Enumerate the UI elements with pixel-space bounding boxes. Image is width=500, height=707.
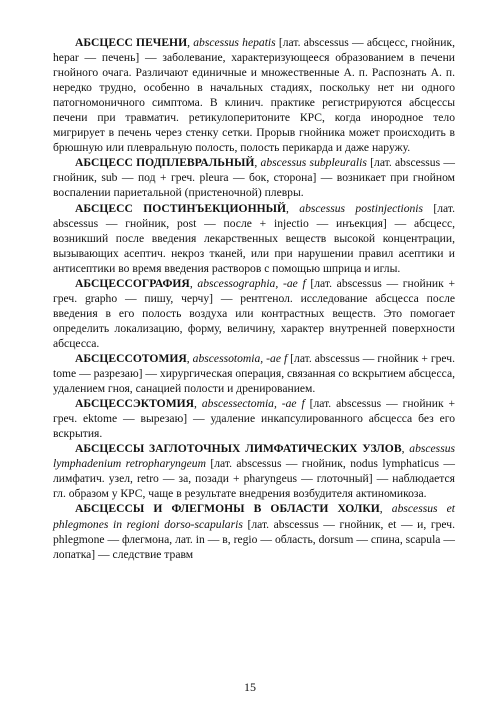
entry-body: [лат. abscessus — гнойник + греч. grapho — пишу, черчу] — рентгенол. исследование абсцесса после введения в его полость воздуха или контрастных веществ. Это помогает определить локализацию, форму, величину, характер внутренней поверхности абсцесса. [53,276,455,350]
entry-body: [лат. abscessus — гнойник, post — после + injectio — инъекция] — абсцесс, возникший после введения лекарственных веществ высокой концентрации, вызывающих асептич. некроз тканей, или при нарушении правил асептики и антисептики во время введения растворов с помощью шприца и иглы. [53,201,455,275]
entry-latin: abscessectomia, -ae f [201,397,305,411]
entry-body: [лат. abscessus — гнойник, sub — под + греч. pleura — бок, сторона] — возникает при гнойном воспалении париетальной (пристеночной) плевры. [53,156,455,200]
entry-abscessectomy: АБСЦЕССЭКТОМИЯ, abscessectomia, -ae f [лат. abscessus — гнойник + греч. ektome — вырезаю] — удаление инкапсулированного абсцесса без его вскрытия. [53,397,456,441]
entry-abscess-retropharyngeal-nodes: АБСЦЕССЫ ЗАГЛОТОЧНЫХ ЛИМФАТИЧЕСКИХ УЗЛОВ, abscessus lymphadenium retropharyngeum [лат. abscessus — гнойник, nodus lymphaticus — лимфатич. узел, retro — за, позади + pharyngeus — глоточный] — наблюдается гл. образом у КРС, чаще в результате внедрения возбудителя актиномикоза. [53,442,456,501]
entry-latin: abscessus subpleuralis [260,156,367,170]
entry-term: АБСЦЕСС ПОСТИНЪЕКЦИОННЫЙ [75,201,287,215]
entry-abscess-postinjection: АБСЦЕСС ПОСТИНЪЕКЦИОННЫЙ, abscessus postinjectionis [лат. abscessus — гнойник, post — после + injectio — инъекция] — абсцесс, возникший после введения лекарственных веществ высокой концентрации, вызывающих асептич. некроз тканей, или при нарушении правил асептики и антисептики во время введения растворов с помощью шприца и иглы. [53,201,455,275]
entry-term: АБСЦЕССОТОМИЯ [75,351,187,365]
entry-term: АБСЦЕССЫ ЗАГЛОТОЧНЫХ ЛИМФАТИЧЕСКИХ УЗЛОВ [75,442,402,456]
entry-abscess-subpleural: АБСЦЕСС ПОДПЛЕВРАЛЬНЫЙ, abscessus subpleuralis [лат. abscessus — гнойник, sub — под + греч. pleura — бок, сторона] — возникает при гнойном воспалении париетальной (пристеночной) плевры. [53,156,455,200]
entry-body: [лат. abscessus — гнойник, nodus lymphaticus — лимфатич. узел, retro — за, позади + pharyngeus — глоточный] — наблюдается гл. образом у КРС, чаще в результате внедрения возбудителя актиномикоза. [53,457,455,501]
entry-latin: abscessus et phlegmones in regioni dorso-scapularis [53,502,455,531]
entry-latin: abscessus lymphadenium retropharyngeum [53,442,456,471]
entry-term: АБСЦЕСС ПЕЧЕНИ [75,36,188,49]
page-number: 15 [244,680,256,694]
text-column [53,35,455,562]
entry-body: [лат. abscessus — гнойник + греч. tome — разрезаю] — хирургическая операция, связанная со вскрытием абсцесса, удалением гноя, санацией полости и дренированием. [53,351,456,396]
entry-body: [лат. abscessus — гнойник, et — и, греч. phlegmone — флегмона, лат. in — в, regio — область, dorsum — спина, scapula — лопатка] — следствие травм [53,517,455,561]
entry-abscess-liver: АБСЦЕСС ПЕЧЕНИ, abscessus hepatis [лат. abscessus — абсцесс, гнойник, hepar — печень] — заболевание, характеризующееся образованием в печени гнойного очага. Различают единичные и множественные А. п. Распознать А. п. нередко трудно, особенно в начальных стадиях, поскольку нет ни одного патогномоничного симптома. В клинич. практике регистрируются абсцессы печени при травматич. ретикулоперитоните КРС, когда инородное тело мигрирует в печень через стенку сетки. Прорыв гнойника может происходить в брюшную или плевральную полость, полость перикарда и даже наружу. [53,36,455,155]
entry-abscess-withers: АБСЦЕССЫ И ФЛЕГМОНЫ В ОБЛАСТИ ХОЛКИ, abscessus et phlegmones in regioni dorso-scapularis [лат. abscessus — гнойник, et — и, греч. phlegmone — флегмона, лат. in — в, regio — область, dorsum — спина, scapula — лопатка] — следствие травм [53,502,455,561]
entry-abscessography: АБСЦЕССОГРАФИЯ, abscessographia, -ae f [лат. abscessus — гнойник + греч. grapho — пишу, черчу] — рентгенол. исследование абсцесса после введения в его полость воздуха или контрастных веществ. Это помогает определить локализацию, форму, величину, характер внутренней поверхности абсцесса. [53,276,455,350]
entry-term: АБСЦЕСС ПОДПЛЕВРАЛЬНЫЙ [75,156,255,170]
entry-latin: abscessus postinjectionis [299,201,424,215]
entry-latin: abscessotomia, -ae f [192,351,288,365]
entry-abscessotomy: АБСЦЕССОТОМИЯ, abscessotomia, -ae f [лат. abscessus — гнойник + греч. tome — разрезаю] — хирургическая операция, связанная со вскрытием абсцесса, удалением гноя, санацией полости и дренированием. [53,351,456,396]
entry-term: АБСЦЕССОГРАФИЯ [75,276,190,290]
entry-latin: abscessographia, -ae f [197,276,306,290]
entry-latin: abscessus hepatis [193,36,276,49]
entry-term: АБСЦЕССЭКТОМИЯ [75,397,195,411]
entry-term: АБСЦЕССЫ И ФЛЕГМОНЫ В ОБЛАСТИ ХОЛКИ [75,502,380,516]
entry-body: [лат. abscessus — гнойник + греч. ektome — вырезаю] — удаление инкапсулированного абсцесса без его вскрытия. [53,397,456,441]
entry-body: [лат. abscessus — абсцесс, гнойник, hepar — печень] — заболевание, характеризующееся образованием в печени гнойного очага. Различают единичные и множественные А. п. Распознать А. п. нередко трудно, особенно в начальных стадиях, поскольку нет ни одного патогномоничного симптома. В клинич. практике регистрируются абсцессы печени при травматич. ретикулоперитоните КРС, когда инородное тело мигрирует в печень через стенку сетки. Прорыв гнойника может происходить в брюшную или плевральную полость, полость перикарда и даже наружу. [53,36,455,155]
